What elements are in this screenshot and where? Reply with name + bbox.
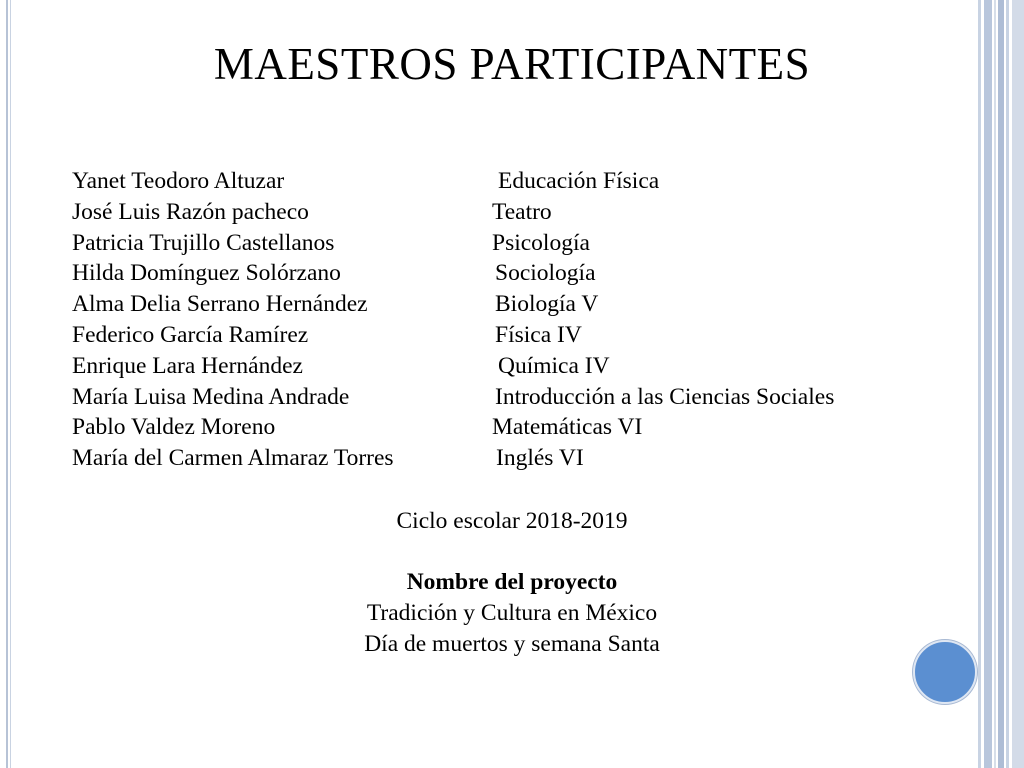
teacher-subject: Educación Física	[498, 168, 660, 194]
teacher-name: Alma Delia Serrano Hernández	[72, 291, 368, 318]
teacher-subject: Biología V	[495, 291, 599, 318]
teacher-subject: Psicología	[492, 229, 590, 256]
teacher-subject: Química IV	[498, 352, 610, 379]
teacher-subject: Sociología	[495, 260, 596, 287]
teacher-subject: Introducción a las Ciencias Sociales	[495, 383, 835, 410]
project-title-line-1: Tradición y Cultura en México	[366, 599, 658, 626]
project-title-line-2: Día de muertos y semana Santa	[364, 630, 660, 657]
teacher-name: Hilda Domínguez Solórzano	[72, 260, 341, 287]
teacher-subject: Matemáticas VI	[492, 414, 643, 441]
project-info	[0, 567, 1024, 659]
teacher-name: María Luisa Medina Andrade	[72, 383, 350, 410]
teacher-name: María del Carmen Almaraz Torres	[72, 445, 394, 472]
teacher-name: Patricia Trujillo Castellanos	[72, 229, 335, 256]
project-heading: Nombre del proyecto	[406, 569, 618, 595]
teacher-name: Yanet Teodoro Altuzar	[72, 168, 285, 194]
teacher-name: Enrique Lara Hernández	[72, 352, 303, 379]
teacher-subject: Inglés VI	[496, 445, 584, 472]
teacher-name: Federico García Ramírez	[72, 321, 309, 348]
slide-title: MAESTROS PARTICIPANTES	[213, 39, 811, 89]
teacher-name: José Luis Razón pacheco	[72, 198, 309, 225]
school-cycle: Ciclo escolar 2018-2019	[396, 508, 628, 534]
teacher-name: Pablo Valdez Moreno	[72, 414, 276, 441]
teacher-subject: Teatro	[492, 198, 552, 225]
teacher-subject: Física IV	[495, 321, 582, 348]
